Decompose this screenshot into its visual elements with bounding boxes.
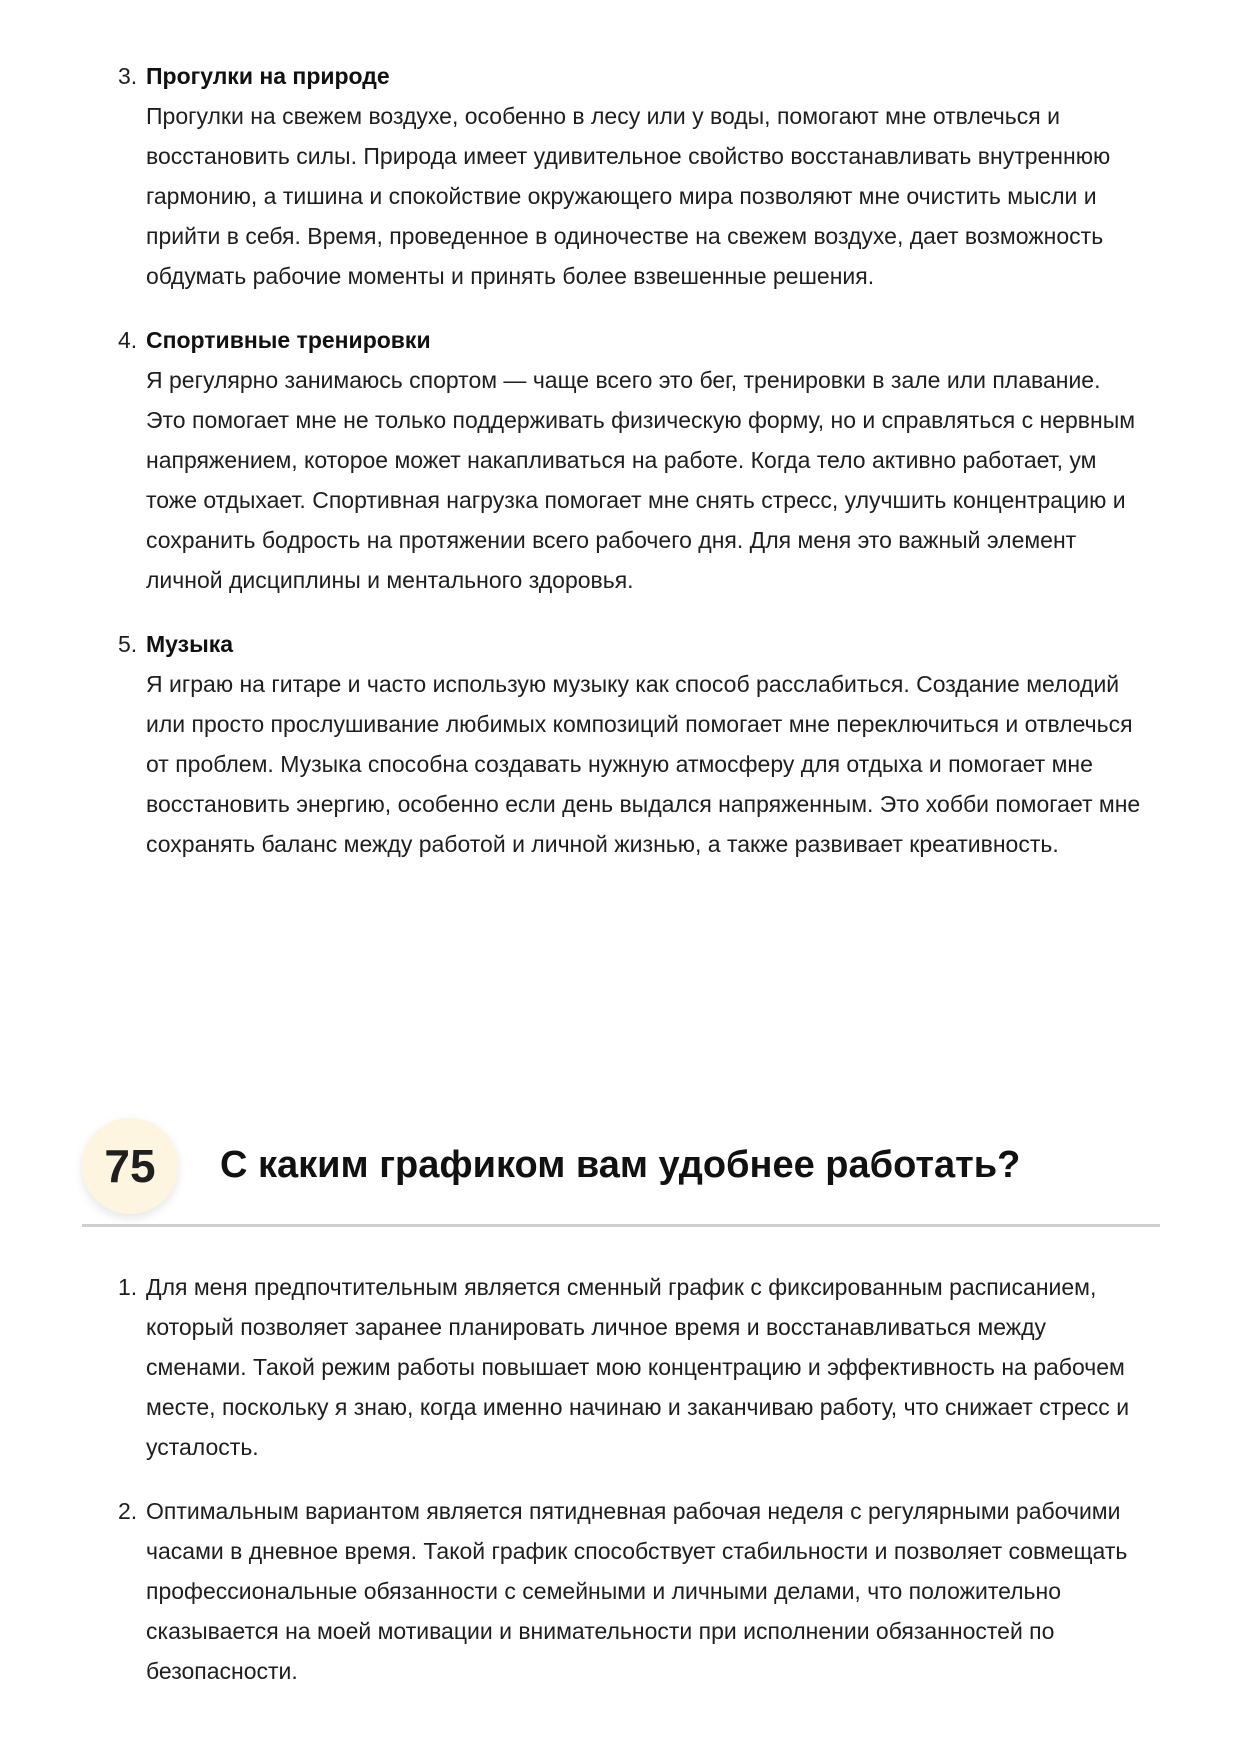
- list-item: [0, 624, 1239, 864]
- question-number-badge: 75: [82, 1118, 178, 1214]
- item-number: 2.: [118, 1498, 138, 1524]
- item-title: Спортивные тренировки: [146, 327, 431, 353]
- item-number: 1.: [118, 1274, 138, 1300]
- item-title: Музыка: [146, 631, 234, 657]
- question-title: С каким графиком вам удобнее работать?: [220, 1144, 1021, 1186]
- item-number: 4.: [118, 327, 138, 353]
- list-item: [0, 1267, 1239, 1467]
- answer-text: Оптимальным вариантом является пятидневная рабочая неделя с регулярными рабочими часами в дневное время. Такой график способствует стабильности и позволяет совмещать профессиональные обязанности с семейными и личными делами, что положительно сказывается на моей мотивации и внимательности при исполнении обязанностей по безопасности.: [146, 1498, 1128, 1684]
- divider: [82, 1224, 1160, 1227]
- item-body: Прогулки на свежем воздухе, особенно в лесу или у воды, помогают мне отвлечься и восстановить силы. Природа имеет удивительное свойство восстанавливать внутреннюю гармонию, а тишина и спокойствие окружающего мира позволяют мне очистить мысли и прийти в себя. Время, проведенное в одиночестве на свежем воздухе, дает возможность обдумать рабочие моменты и принять более взвешенные решения.: [146, 103, 1111, 289]
- item-body: Я играю на гитаре и часто использую музыку как способ расслабиться. Создание мелодий или просто прослушивание любимых композиций помогает мне переключиться и отвлечься от проблем. Музыка способна создавать нужную атмосферу для отдыха и помогает мне восстановить энергию, особенно если день выдался напряженным. Это хобби помогает мне сохранять баланс между работой и личной жизнью, а также развивает креативность.: [146, 671, 1141, 857]
- answer-text: Для меня предпочтительным является сменный график с фиксированным расписанием, который позволяет заранее планировать личное время и восстанавливаться между сменами. Такой режим работы повышает мою концентрацию и эффективность на рабочем месте, поскольку я знаю, когда именно начинаю и заканчиваю работу, что снижает стресс и усталость.: [146, 1274, 1130, 1460]
- list-item: [0, 56, 1239, 296]
- list-item: [0, 320, 1239, 600]
- answer-list: [0, 1267, 1239, 1715]
- list-item: [0, 1491, 1239, 1691]
- hobby-list: [0, 56, 1239, 888]
- item-number: 3.: [118, 63, 138, 89]
- item-body: Я регулярно занимаюсь спортом — чаще всего это бег, тренировки в зале или плавание. Это помогает мне не только поддерживать физическую форму, но и справляться с нервным напряжением, которое может накапливаться на работе. Когда тело активно работает, ум тоже отдыхает. Спортивная нагрузка помогает мне снять стресс, улучшить концентрацию и сохранить бодрость на протяжении всего рабочего дня. Для меня это важный элемент личной дисциплины и ментального здоровья.: [146, 367, 1136, 593]
- question-header: [82, 1118, 1160, 1236]
- item-title: Прогулки на природе: [146, 63, 390, 89]
- item-number: 5.: [118, 631, 138, 657]
